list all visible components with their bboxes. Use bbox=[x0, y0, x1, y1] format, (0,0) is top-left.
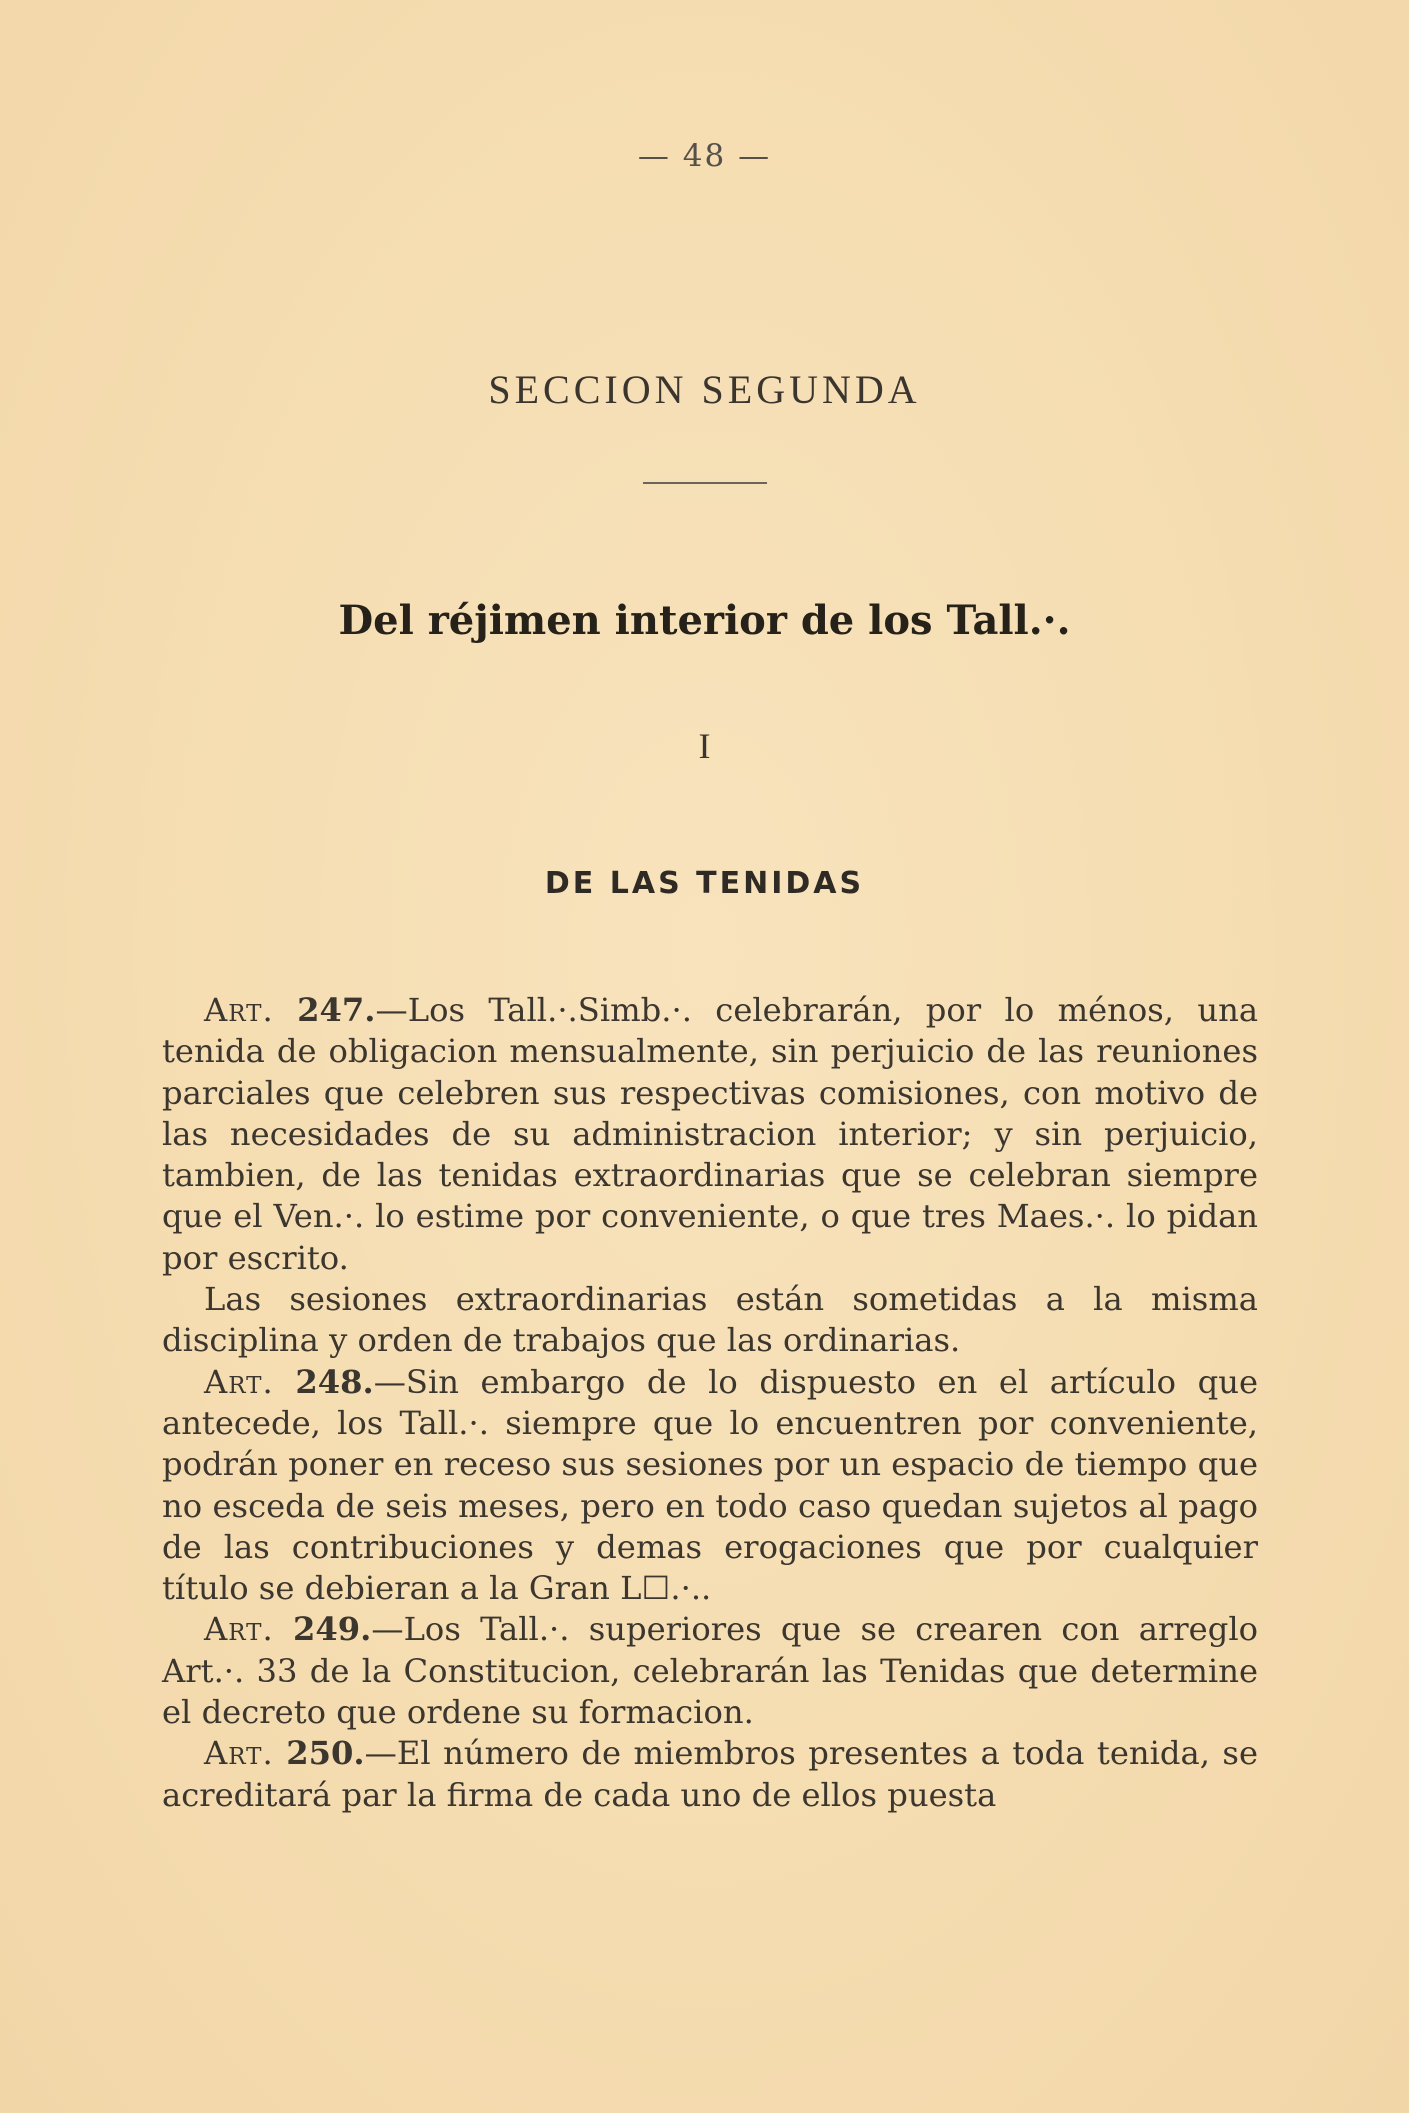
article-249 bbox=[162, 1609, 1258, 1733]
article-text: —Los Tall.·. superiores que se crearen con arreglo Art.·. 33 de la Constitucion, celebrarán las Tenidas que determine el decreto que ordene su formacion. bbox=[162, 1610, 1258, 1732]
subsection-title: DE LAS TENIDAS bbox=[544, 866, 865, 901]
article-248 bbox=[162, 1362, 1258, 1610]
article-text: —El número de miembros presentes a toda tenida, se acreditará par la firma de cada uno de ellos puesta bbox=[162, 1734, 1258, 1814]
section-divider bbox=[643, 482, 767, 484]
article-label: Art. bbox=[204, 1362, 274, 1401]
chapter-numeral: I bbox=[698, 726, 711, 766]
article-label: Art. bbox=[204, 1734, 274, 1773]
article-number: 250. bbox=[286, 1734, 365, 1773]
article-number: 247. bbox=[297, 991, 376, 1029]
section-title: SECCION SEGUNDA bbox=[488, 367, 921, 412]
page-number: — 48 — bbox=[637, 138, 772, 174]
article-250 bbox=[162, 1733, 1258, 1816]
paragraph-extraordinarias bbox=[162, 1279, 1258, 1362]
paragraph-text: Las sesiones extraordinarias están sometidas a la misma disciplina y orden de trabajos que las ordinarias. bbox=[162, 1280, 1258, 1360]
article-text: —Sin embargo de lo dispuesto en el artículo que antecede, los Tall.·. siempre que lo encuentren por conveniente, podrán poner en receso sus sesiones por un espacio de tiempo que no esceda de seis meses, pero en todo caso quedan sujetos al pago de las contribuciones y demas erogaciones que por cualquier título se debieran a la Gran L☐.·.. bbox=[162, 1362, 1258, 1608]
article-number: 248. bbox=[295, 1362, 374, 1401]
main-heading: Del réjimen interior de los Tall.·. bbox=[338, 597, 1071, 644]
article-247 bbox=[162, 990, 1258, 1279]
article-text: —Los Tall.·.Simb.·. celebrarán, por lo ménos, una tenida de obligacion mensualmente, sin perjuicio de las reuniones parciales que celebren sus respectivas comisiones, con motivo de las necesidades de su administracion interior; y sin perjuicio, tambien, de las tenidas extraordinarias que se celebran siempre que el Ven.·. lo estime por conveniente, o que tres Maes.·. lo pidan por escrito. bbox=[162, 991, 1259, 1277]
body-text bbox=[162, 990, 1258, 1816]
article-number: 249. bbox=[292, 1610, 372, 1649]
article-label: Art. bbox=[204, 991, 274, 1029]
article-label: Art. bbox=[204, 1610, 274, 1649]
